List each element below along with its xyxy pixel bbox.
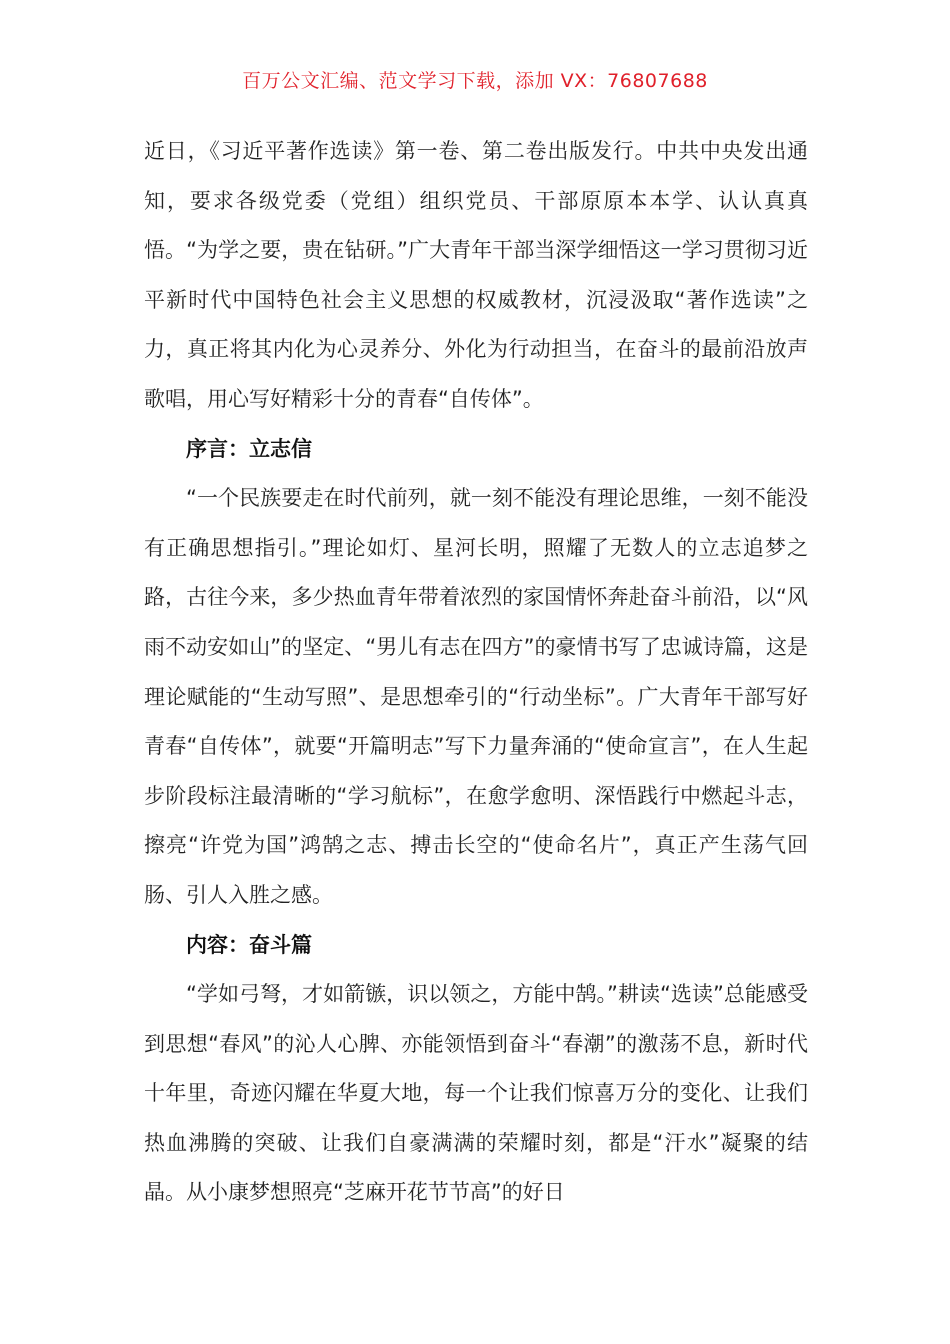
content-paragraph: “学如弓弩，才如箭镞，识以领之，方能中鹄。”耕读“选读”总能感受到思想“春风”的沁人心脾、亦能领悟到奋斗“春潮”的激荡不息，新时代十年里，奇迹闪耀在华夏大地，每一个让我们惊喜万分的变化、让我们热血沸腾的突破、让我们自豪满满的荣耀时刻，都是“汗水”凝聚的结晶。从小康梦想照亮“芝麻开花节节高”的好日 [144,982,808,1205]
section-heading-preface: 序言：立志信 [186,436,312,461]
intro-paragraph: 近日，《习近平著作选读》第一卷、第二卷出版发行。中共中央发出通知，要求各级党委（党组）组织党员、干部原原本本学、认认真真悟。“为学之要，贵在钻研。”广大青年干部当深学细悟这一学习贯彻习近平新时代中国特色社会主义思想的权威教材，沉浸汲取“著作选读”之力，真正将其内化为心灵养分、外化为行动担当，在奋斗的最前沿放声歌唱，用心写好精彩十分的青春“自传体”。 [144,139,808,411]
section-heading-content: 内容：奋斗篇 [186,932,312,957]
article-body [144,127,808,1218]
preface-paragraph: “一个民族要走在时代前列，就一刻不能没有理论思维，一刻不能没有正确思想指引。”理论如灯、星河长明，照耀了无数人的立志追梦之路，古往今来，多少热血青年带着浓烈的家国情怀奔赴奋斗前沿，以“风雨不动安如山”的坚定、“男儿有志在四方”的豪情书写了忠诚诗篇，这是理论赋能的“生动写照”、是思想牵引的“行动坐标”。广大青年干部写好青春“自传体”，就要“开篇明志”写下力量奔涌的“使命宣言”，在人生起步阶段标注最清晰的“学习航标”，在愈学愈明、深悟践行中燃起斗志，擦亮“许党为国”鸿鹄之志、搏击长空的“使命名片”，真正产生荡气回肠、引人入胜之感。 [144,486,808,907]
promo-banner: 百万公文汇编、范文学习下载，添加 VX：76807688 [242,70,708,92]
